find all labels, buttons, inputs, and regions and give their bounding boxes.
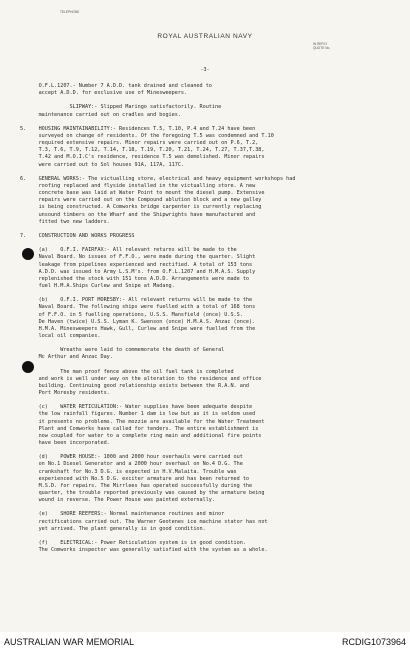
text-line: Wreaths were laid to commemorate the death of General [20, 347, 225, 354]
text-line: 5. HOUSING MAINTAINABILITY:- Residences T.5, T.10, P.4 and T.24 have been [20, 125, 256, 132]
text-line [20, 533, 392, 540]
text-line: replenished the stock with 151 tons A.D.D. Arrangements were made to [20, 275, 250, 282]
text-line: building. Continuing good relationship exists between the R.A.N. and [20, 382, 250, 389]
text-line: M.S.D. for repairs. The Mirrlees has operated successfully during the [20, 482, 253, 489]
text-line: (a) O.F.I. FAIRFAX:- All relevant returns will be made to the [20, 247, 237, 254]
text-line: on No.1 Diesel Generator and a 2000 hour overhaul on No.4 D.G. The [20, 461, 243, 468]
text-line [20, 340, 392, 347]
archive-reference: RCDIG1073964 [341, 637, 406, 647]
text-line: 7. CONSTRUCTION AND WORKS PROGRESS [20, 232, 135, 239]
text-line: experienced with No.5 D.G. exciter armature and has been returned to [20, 475, 250, 482]
text-line: and work is well under way on the alteration to the residence and office [20, 375, 262, 382]
text-line: crankshaft for No.3 D.G. is expected in H.V.Malaita. Trouble was [20, 468, 237, 475]
text-line [20, 226, 392, 233]
text-line: Port Moresby residents. [20, 390, 110, 397]
text-line: (b) O.F.I. PORT MORESBY:- All relevant returns will be made to the [20, 297, 253, 304]
text-line: The Comworks inspector was generally satisfied with the system as a whole. [20, 547, 268, 554]
text-line: SLIPWAY:- Slipped Maringo satisfactorily. Routine [20, 104, 222, 111]
text-line: quarter, the trouble reported previously was caused by the armature being [20, 490, 265, 497]
text-line: (e) SHORE REEFERS:- Normal maintenance routines and minor [20, 511, 225, 518]
text-line: O.F.L.1207.- Number 7 A.D.D. tank drained and cleaned to [20, 83, 212, 89]
archive-footer [0, 632, 410, 653]
text-line: fuel H.M.A.Ships Curlew and Snipe at Madang. [20, 282, 175, 289]
text-line: Mc Arthur and Anzac Day. [20, 354, 113, 361]
text-line: Naval Board. No issues of F.F.O., were made during the quarter. Slight [20, 254, 256, 261]
text-line: surveyed on change of residents. Of the foregoing T.5 was condemned and T.10 [20, 132, 274, 139]
in-reply-label [313, 42, 330, 50]
text-line: 6. GENERAL WORKS:- The victualling store, electrical and heavy equipment workshops had [20, 175, 296, 182]
text-line: concrete base was laid at Water Point to mount the diesel pump. Extensive [20, 190, 265, 197]
text-line: is being constructed. A Comworks bridge carpenter is currently replacing [20, 204, 262, 211]
in-reply-line1: IN REPLY [313, 42, 328, 46]
text-line: The man proof fence above the oil fuel tank is completed [20, 368, 234, 375]
text-line [20, 240, 392, 247]
text-line [20, 169, 392, 176]
text-line: rectifications carried out. The Warner Geotenes ice machine stator has not [20, 518, 268, 525]
text-line [20, 447, 392, 454]
text-line [20, 397, 392, 404]
text-line [20, 361, 392, 368]
text-line: have been incorporated. [20, 440, 110, 447]
text-line: leakage from pipelines experienced and rectified. A total of 153 tons [20, 261, 253, 268]
text-line: T.3, T.6, T.9, T.12, T.14, T.18, T.19, T.20, T.21, T.24, T.27, T.37,T.38, [20, 147, 265, 154]
text-line: unsound timbers on the Wharf and the Shipwrights have manufactured and [20, 211, 256, 218]
text-line: wound in reverse. The Power House was painted externally. [20, 497, 215, 504]
text-line: accept A.D.D. for exclusive use of Minesweepers. [20, 90, 188, 97]
text-line [20, 97, 392, 104]
text-line: Naval Board. The following ships were fuelled with a total of 168 tons [20, 304, 256, 311]
archive-name: AUSTRALIAN WAR MEMORIAL [4, 637, 135, 647]
text-line: Plant and Comworks have called for tenders. The entire establishment is [20, 425, 259, 432]
text-line: (d) POWER HOUSE:- 1000 and 2000 hour overhauls were carried out [20, 454, 243, 461]
text-line: H.M.A. Minesweepers Hawk, Gull, Curlew and Snipe were fuelled from the [20, 325, 256, 332]
text-line: (c) WATER RETICULATION:- Water supplies have been adequate despite [20, 404, 253, 411]
letterhead-title: ROYAL AUSTRALIAN NAVY [157, 33, 253, 40]
text-line: local oil companies. [20, 332, 101, 339]
text-line [20, 119, 392, 126]
in-reply-line2: QUOTE No. [313, 46, 331, 50]
text-line: the low rainfall figures. Number 1 dam is low but as it is seldom used [20, 411, 256, 418]
text-line: maintenance carried out on cradles and bogies. [20, 111, 181, 118]
text-line [20, 290, 392, 297]
page-number: -3- [200, 67, 210, 73]
text-line: yet arrived. The plant generally is in good condition. [20, 525, 206, 532]
text-line: of F.F.O. in 5 fuelling operations, U.S.S. Mansfield (once) U.S.S. [20, 311, 243, 318]
text-line: now coupled for water to a complete ring main and additional fire points [20, 432, 262, 439]
text-line: fitted two new ladders. [20, 218, 110, 225]
text-line: T.42 and M.O.I.C's residence, residence T.5 was demolished. Minor repairs [20, 154, 265, 161]
telephone-label: TELEPHONE [60, 10, 80, 14]
document-body [20, 83, 392, 554]
text-line: it presents no problems. The mozzie are available for the Water Treatment [20, 418, 265, 425]
text-line [20, 504, 392, 511]
text-line: De Haven (twice) U.S.S. Lyman K. Swenson (once) H.M.A.S. Anzac (once). [20, 318, 256, 325]
text-line: roofing replaced and flyside installed in the victualling store. A new [20, 182, 256, 189]
text-line: repairs were carried out on the Compound ablution block and a new galley [20, 197, 262, 204]
text-line: required extensive repairs. Minor repairs were carried out on P.6, T.2, [20, 140, 259, 147]
text-line: (f) ELECTRICAL:- Power Reticulation system is in good condition. [20, 540, 246, 546]
text-line: were carried out to Sol houses 91A, 117A, 117C. [20, 161, 185, 168]
text-line: A.D.D. was issued to Army L.S.M's. from O.F.L.1207 and H.M.A.S. Supply [20, 268, 256, 275]
